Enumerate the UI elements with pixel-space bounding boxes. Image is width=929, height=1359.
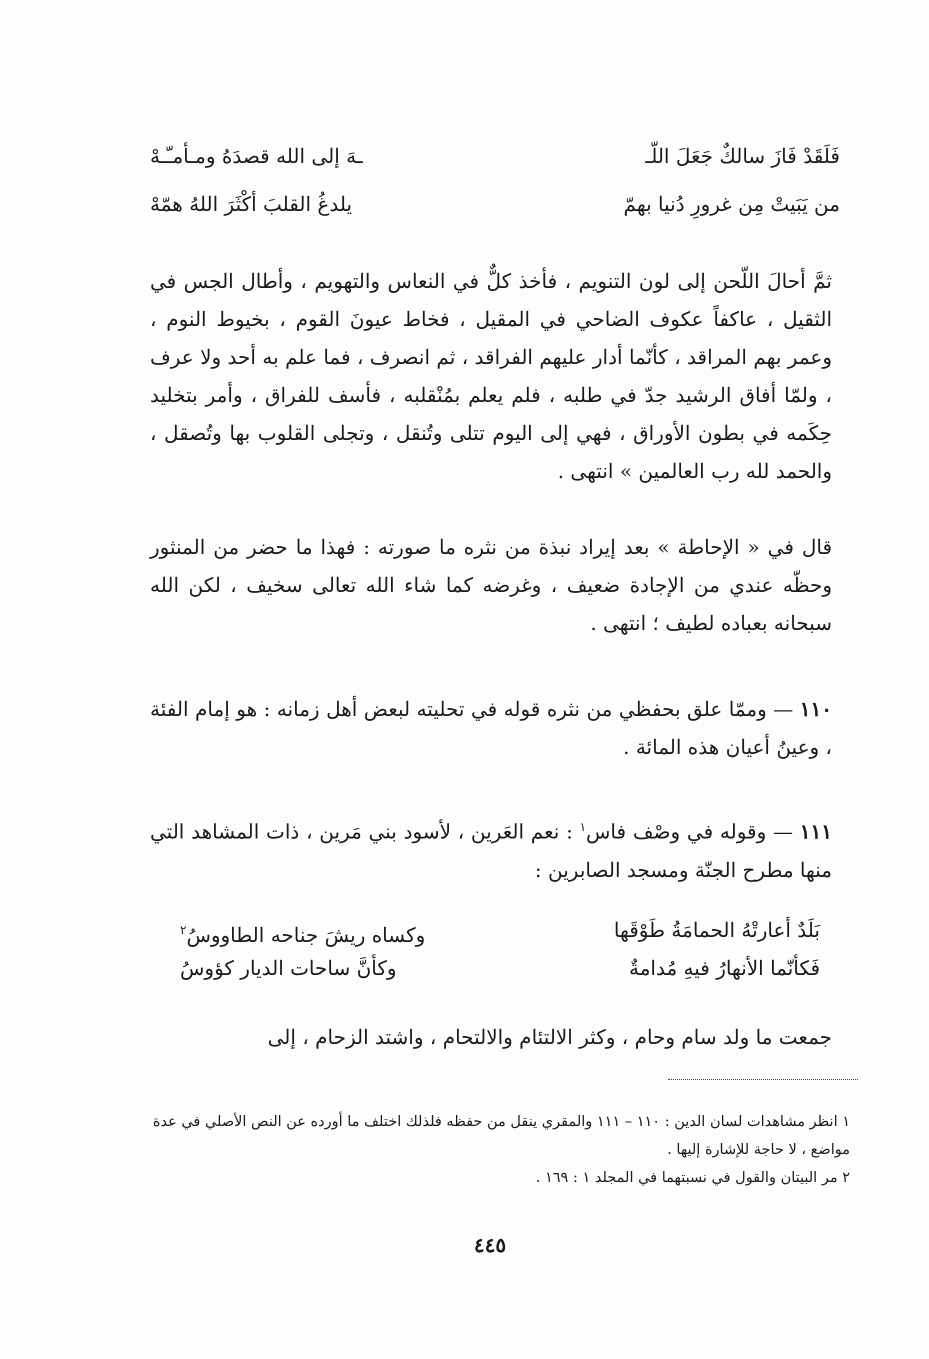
item-111-container (150, 808, 832, 889)
verse-hemistich-right: فَكأنّما الأنهارُ فيهِ مُدامةٌ (628, 956, 820, 980)
footnote-divider (668, 1079, 858, 1080)
verse-line (180, 952, 820, 984)
verse-hemistich-left-wrapper (180, 914, 425, 946)
footnote-1: ١ انظر مشاهدات لسان الدين : ١١٠ – ١١١ والمقري ينقل من حفظه فلذلك اختلف ما أورده عن النص الأصلي في عدة مواضع ، لا حاجة للإشارة إليها . (152, 1114, 850, 1158)
verse-line (180, 914, 820, 946)
paragraph-3-container (150, 1018, 832, 1056)
verse-line (150, 188, 840, 220)
footnotes (150, 1108, 850, 1192)
verse-hemistich-left: وكأنَّ ساحات الديار كؤوسُ (180, 956, 397, 980)
item-text: — وممّا علق بحفظي من نثره قوله في تحليته لبعض أهل زمانه : هو إمام الفئة ، وعينُ أعيان هذه المائة . (150, 697, 832, 759)
body-paragraph: جمعت ما ولد سام وحام ، وكثر الالتئام والالتحام ، واشتد الزحام ، إلى (267, 1025, 832, 1049)
verse-block-2 (180, 914, 820, 984)
footnote-2: ٢ مر البيتان والقول في نسبتهما في المجلد ١ : ١٦٩ . (535, 1170, 850, 1186)
item-number: ١١٠ (799, 697, 833, 721)
body-paragraph: ثمَّ أحالَ اللّحن إلى لون التنويم ، فأخذ كلٌّ في النعاس والتهويم ، وأطال الجس في الثقيل ، عاكفاً عكوف الضاحي في المقيل ، فخاط عيونَ القوم ، بخيوط النوم ، وعمر بهم المراقد ، كأنّما أدار عليهم الفراقد ، ثم انصرف ، فما علم به أحد ولا عرف ، ولمّا أفاق الرشيد جدّ في طلبه ، فلم يعلم بمُنْقلبه ، فأسف للفراق ، وأمر بتخليد حِكَمه في بطون الأوراق ، فهي إلى اليوم تتلى وتُنقل ، وتجلى القلوب بها وتُصقل ، والحمد لله رب العالمين » انتهى . (150, 269, 832, 483)
verse-hemistich-left: وكساه ريشَ جناحه الطاووسُ (186, 922, 426, 947)
verse-line (150, 140, 840, 172)
footnote-ref: ٢ (180, 923, 187, 937)
item-text-continued: : نعم العَرين ، لأسود بني مَرين ، ذات المشاهد التي منها مطرح الجنّة ومسجد الصابرين : (150, 819, 832, 882)
numbered-paragraph (150, 808, 832, 889)
paragraph-2-container (150, 528, 832, 642)
item-number: ١١١ (799, 819, 832, 844)
numbered-paragraph (150, 690, 832, 766)
verse-hemistich-left: ـهَ إلى الله قصدَهُ ومـأمـّـهْ (150, 144, 363, 168)
page-number: ٤٤٥ (473, 1233, 507, 1257)
paragraph-1-container (150, 262, 832, 490)
item-text: — وقوله في وصْف فاس (586, 819, 794, 844)
body-paragraph: قال في « الإحاطة » بعد إيراد نبذة من نثره ما صورته : فهذا ما حضر من المنثور وحظّه عندي من الإجادة ضعيف ، وغرضه كما شاء الله تعالى سخيف ، لكن الله سبحانه بعباده لطيف ؛ انتهى . (150, 535, 832, 635)
verse-block-1 (150, 140, 840, 220)
footnote-ref: ١ (579, 820, 587, 834)
verse-hemistich-right: بَلَدٌ أعارتْهُ الحمامَةُ طَوْقَها (613, 918, 820, 942)
item-110-container (150, 690, 832, 766)
verse-hemistich-right: فَلَقَدْ فَازَ سالكٌ جَعَلَ اللّـ (645, 144, 840, 168)
verse-hemistich-right: من يَبَيتْ مِن غرورِ دُنيا بهمّ (623, 192, 840, 216)
verse-hemistich-left: يلدغُ القلبَ أكْثَرَ اللهُ همّهْ (150, 192, 353, 216)
